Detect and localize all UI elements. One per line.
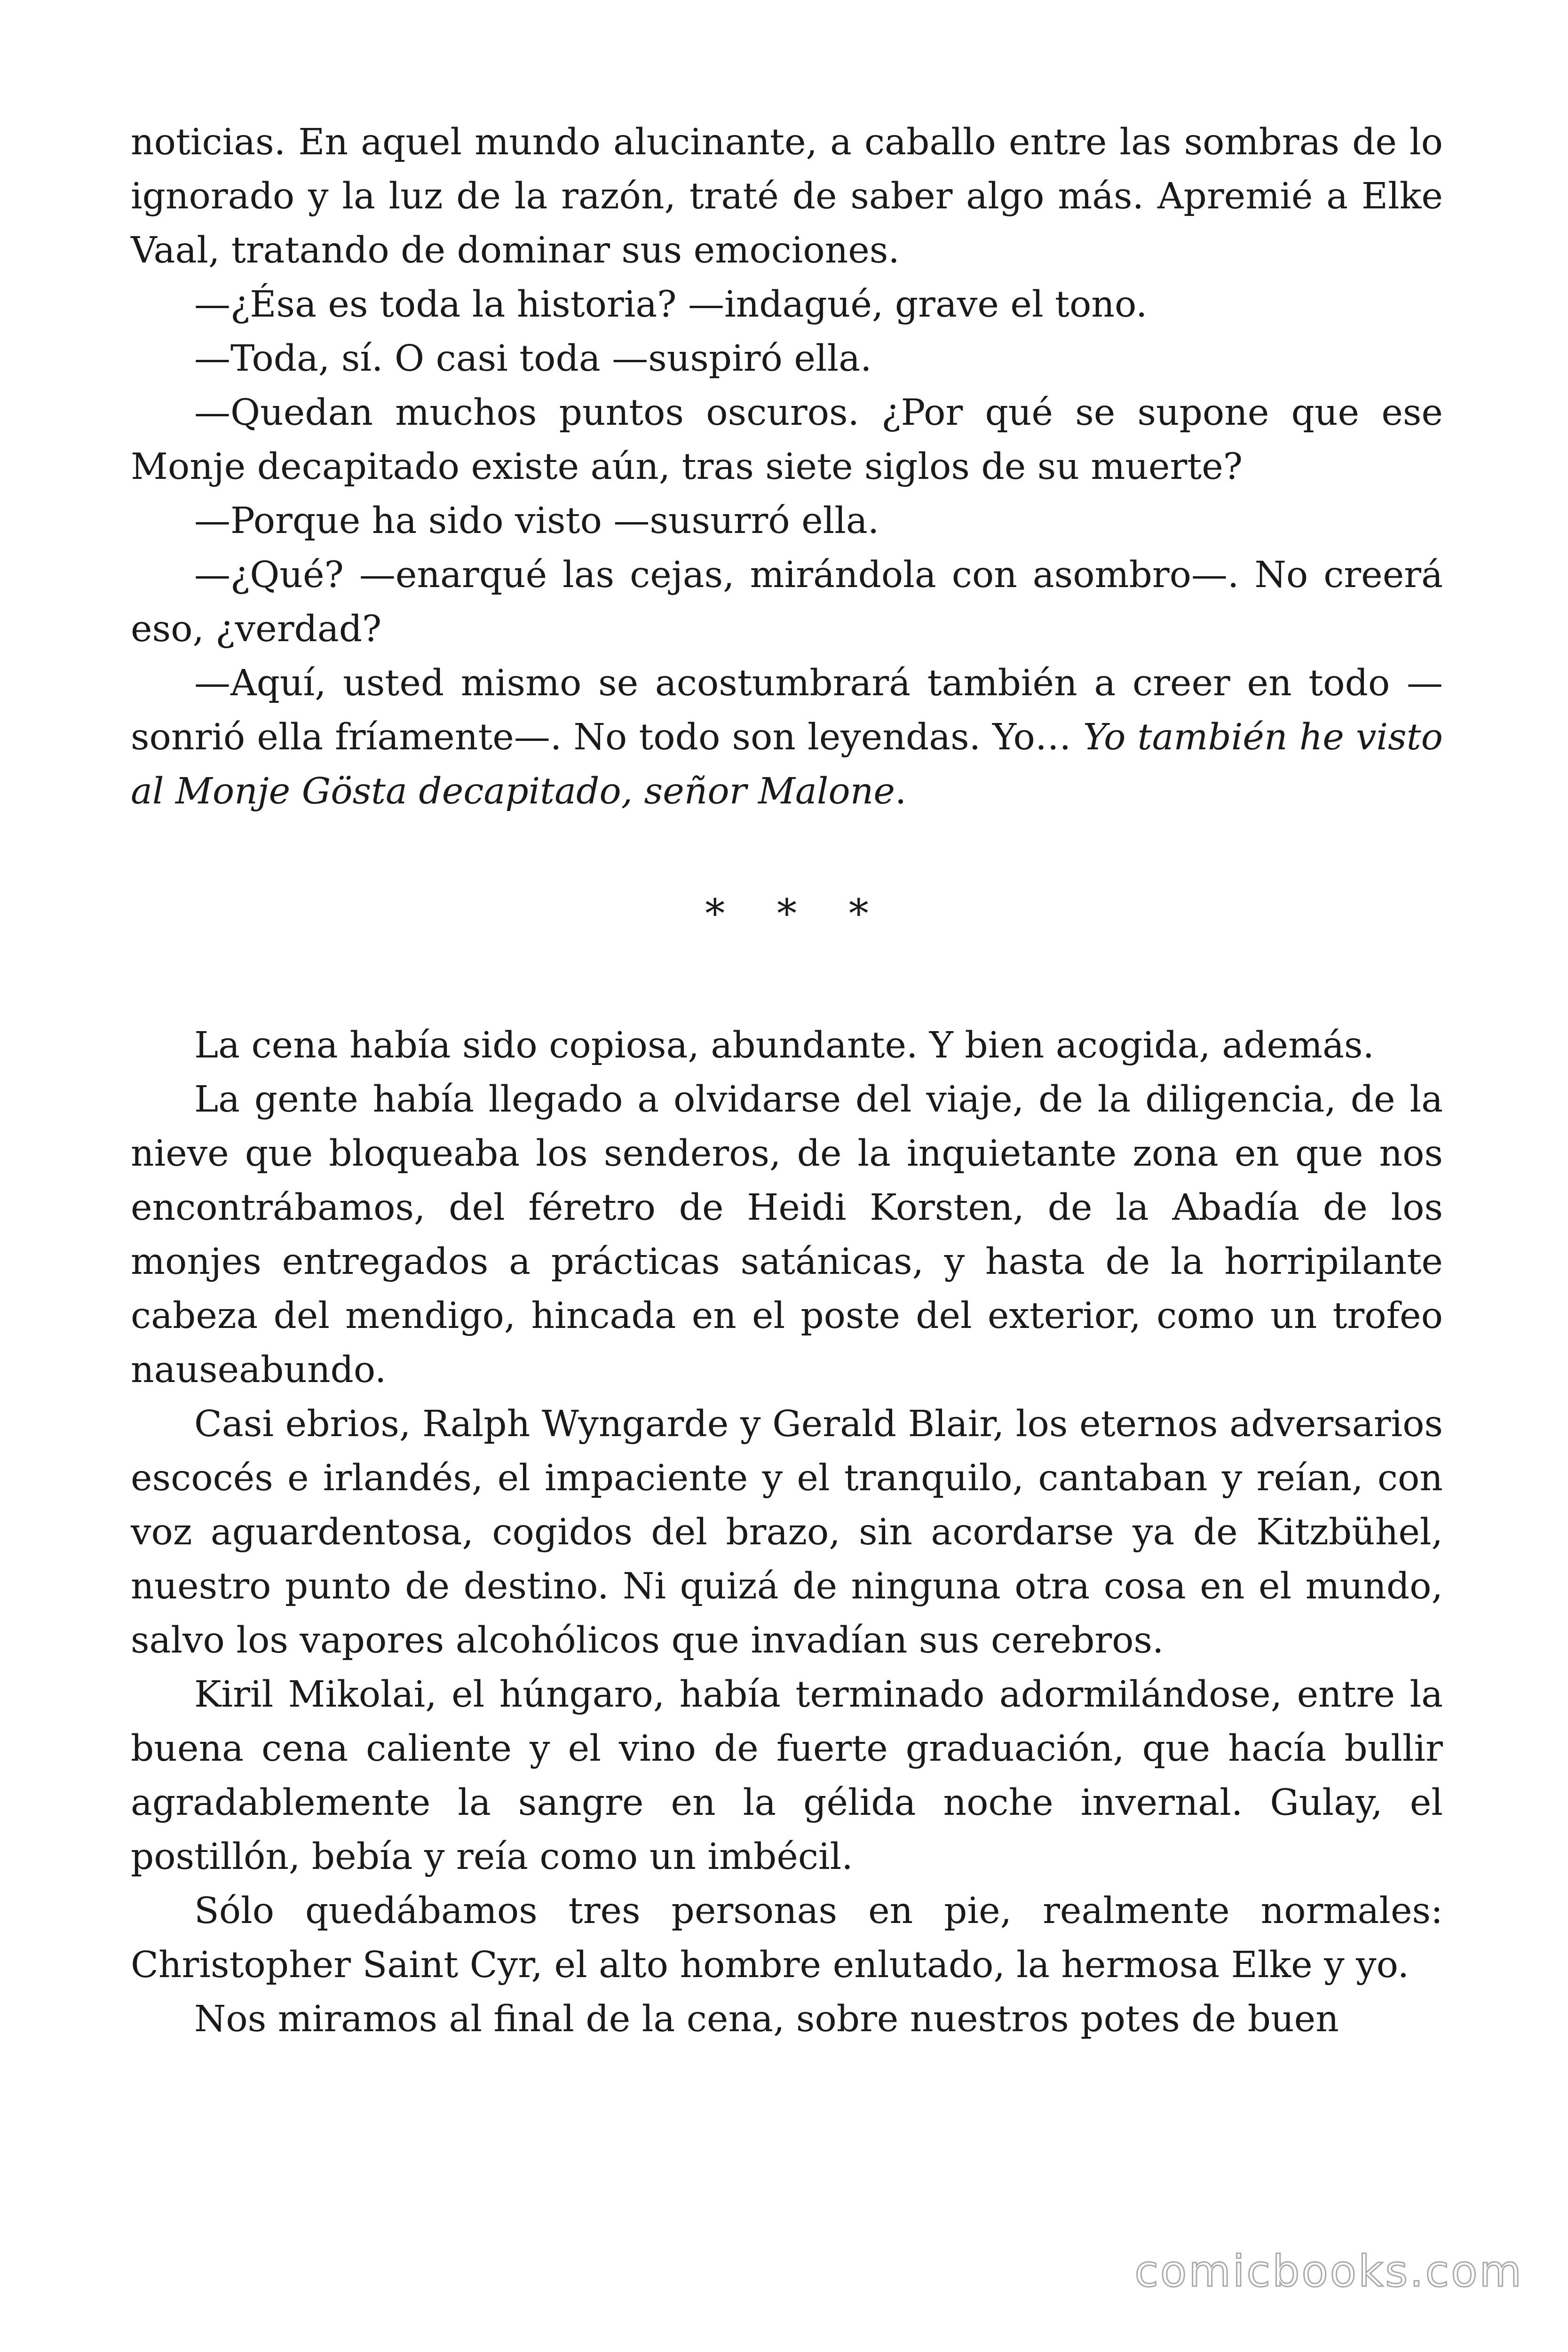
paragraph: noticias. En aquel mundo alucinante, a caballo entre las sombras de lo ignorado y la luz de la razón, traté de saber algo más. Apremié a Elke Vaal, tratando de dominar sus emociones. — [131, 121, 1443, 271]
dialogue-line: —Toda, sí. O casi toda —suspiró ella. — [194, 338, 872, 380]
dialogue-line — [131, 656, 1443, 818]
dialogue-line: —Quedan muchos puntos oscuros. ¿Por qué se supone que ese Monje decapitado existe aún, tras siete siglos de su muerte? — [131, 392, 1443, 488]
paragraph: Nos miramos al final de la cena, sobre nuestros potes de buen — [194, 1998, 1339, 2040]
italic-quote: Yo también he visto al Monje Gösta decapitado, señor Malone — [131, 716, 1443, 812]
paragraph: La gente había llegado a olvidarse del viaje, de la diligencia, de la nieve que bloqueaba los senderos, de la inquietante zona en que nos encontrábamos, del féretro de Heidi Korsten, de la Abadía de los monjes entregados a prácticas satánicas, y hasta de la horripilante cabeza del mendigo, hincada en el poste del exterior, como un trofeo nauseabundo. — [131, 1079, 1443, 1391]
watermark: comicbooks.com — [1134, 2246, 1523, 2296]
dialogue-line: —¿Qué? —enarqué las cejas, mirándola con asombro—. No creerá eso, ¿verdad? — [131, 554, 1443, 650]
book-page — [131, 115, 1443, 2046]
dialogue-line: —¿Ésa es toda la historia? —indagué, grave el tono. — [194, 284, 1148, 326]
scene-separator: * * * — [705, 890, 888, 937]
paragraph: Kiril Mikolai, el húngaro, había terminado adormilándose, entre la buena cena caliente y el vino de fuerte graduación, que hacía bullir agradablemente la sangre en la gélida noche invernal. Gulay, el postillón, bebía y reía como un imbécil. — [131, 1674, 1443, 1878]
dialogue-end: . — [895, 771, 907, 812]
paragraph: La cena había sido copiosa, abundante. Y bien acogida, además. — [194, 1025, 1375, 1066]
paragraph: Sólo quedábamos tres personas en pie, realmente normales: Christopher Saint Cyr, el alto hombre enlutado, la hermosa Elke y yo. — [131, 1890, 1443, 1986]
dialogue-text: —Aquí, usted mismo se acostumbrará también a creer en todo —sonrió ella fríamente—. No todo son leyendas. Yo… — [131, 662, 1443, 758]
paragraph: Casi ebrios, Ralph Wyngarde y Gerald Blair, los eternos adversarios escocés e irlandés, el impaciente y el tranquilo, cantaban y reían, con voz aguardentosa, cogidos del brazo, sin acordarse ya de Kitzbühel, nuestro punto de destino. Ni quizá de ninguna otra cosa en el mundo, salvo los vapores alcohólicos que invadían sus cerebros. — [131, 1403, 1443, 1661]
dialogue-line: —Porque ha sido visto —susurró ella. — [194, 500, 879, 542]
